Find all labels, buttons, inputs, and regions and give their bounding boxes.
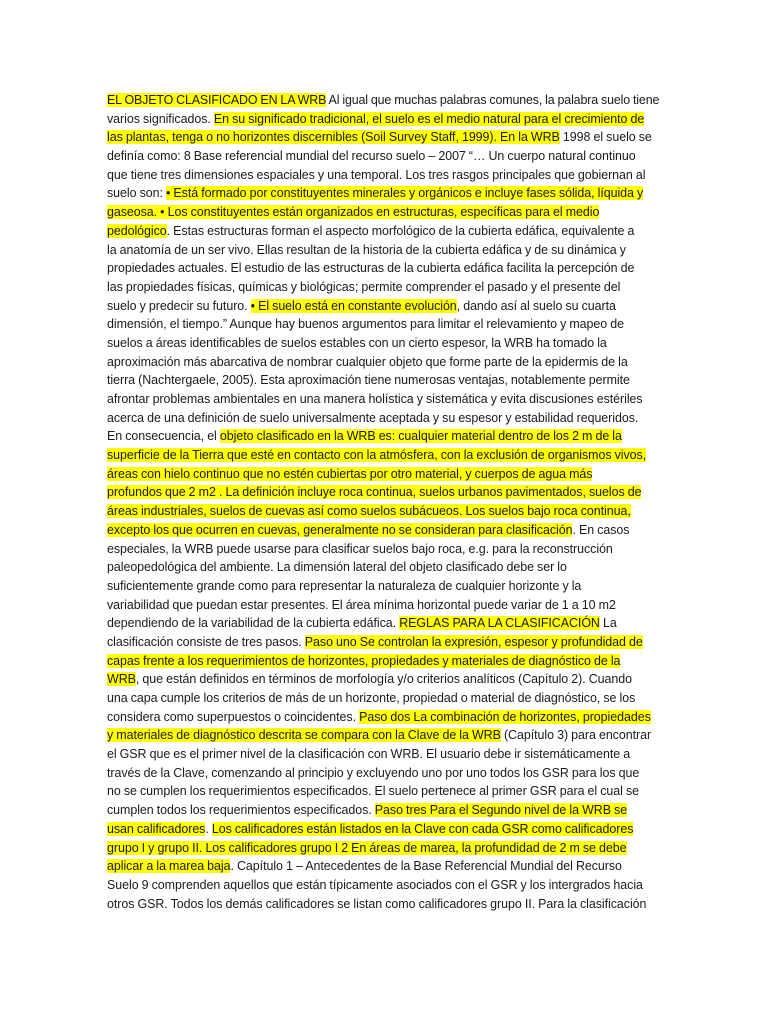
highlighted-text: Los calificadores están listados en la Clave con cada GSR como calificadores — [211, 821, 634, 836]
text-line — [107, 895, 659, 914]
highlighted-text: las plantas, tenga o no horizontes discernibles (Soil Survey Staff, 1999). En la WRB — [107, 130, 560, 145]
highlighted-text: Paso tres Para el Segundo nivel de la WRB se — [374, 803, 628, 818]
text-segment: . — [205, 821, 212, 836]
text-line — [107, 652, 659, 671]
text-segment: las propiedades físicas, químicas y biológicas; permite comprender el pasado y el presente del — [107, 279, 621, 294]
text-line — [107, 110, 659, 129]
text-line — [107, 876, 659, 895]
text-segment: , dando así al suelo su cuarta — [456, 298, 616, 313]
text-line — [107, 353, 659, 372]
highlighted-text: • El suelo está en constante evolución — [250, 298, 457, 313]
text-line — [107, 203, 659, 222]
text-line — [107, 147, 659, 166]
text-line — [107, 91, 659, 110]
text-segment: Suelo 9 comprenden aquellos que están típicamente asociados con el GSR y los intergrados hacia — [107, 877, 643, 892]
text-segment: aproximación más abarcativa de nombrar cualquier objeto que forme parte de la epidermis de la — [107, 354, 628, 369]
text-segment: acerca de una definición de suelo universalmente aceptada y su espesor y estabilidad requeridos. — [107, 410, 639, 425]
text-segment: varios significados. — [107, 111, 214, 126]
text-line — [107, 278, 659, 297]
text-line — [107, 184, 659, 203]
highlighted-text: y materiales de diagnóstico descrita se compara con la Clave de la WRB — [107, 728, 501, 743]
text-line — [107, 315, 659, 334]
text-segment: suficientemente grande como para representar la naturaleza de cualquier horizonte y la — [107, 578, 582, 593]
text-line — [107, 558, 659, 577]
text-line — [107, 689, 659, 708]
text-line — [107, 839, 659, 858]
text-line — [107, 726, 659, 745]
highlighted-text: objeto clasificado en la WRB es: cualquier material dentro de los 2 m de la — [219, 429, 622, 444]
text-segment: tierra (Nachtergaele, 2005). Esta aproximación tiene numerosas ventajas, notablemente permite — [107, 373, 630, 388]
text-line — [107, 521, 659, 540]
text-segment: otros GSR. Todos los demás calificadores se listan como calificadores grupo II. Para la clasificación — [107, 896, 647, 911]
highlighted-text: áreas con hielo continuo que no estén cubiertas por otro material, y cuerpos de agua más — [107, 466, 593, 481]
text-line — [107, 745, 659, 764]
highlighted-text: Paso uno Se controlan la expresión, espesor y profundidad de — [304, 634, 643, 649]
highlighted-text: superficie de la Tierra que esté en contacto con la atmósfera, con la exclusión de organismos vivos, — [107, 448, 647, 463]
text-line — [107, 427, 659, 446]
text-line — [107, 540, 659, 559]
text-line — [107, 633, 659, 652]
text-segment: una capa cumple los criterios de más de un horizonte, propiedad o material de diagnóstico, se los — [107, 691, 636, 705]
text-line — [107, 166, 659, 185]
text-line — [107, 764, 659, 783]
text-line — [107, 820, 659, 839]
text-line — [107, 596, 659, 615]
text-segment: suelos a áreas identificables de suelos estables con un cierto espesor, la WRB ha tomado la — [107, 335, 607, 350]
text-segment: el GSR que es el primer nivel de la clasificación con WRB. El usuario debe ir sistemáticamente a — [107, 747, 631, 762]
text-line — [107, 670, 659, 689]
text-segment: La — [599, 616, 617, 631]
text-segment: especiales, la WRB puede usarse para clasificar suelos bajo roca, e.g. para la reconstrucción — [107, 541, 613, 556]
text-line — [107, 371, 659, 390]
highlighted-text: pedológico — [107, 223, 167, 238]
highlighted-text: capas frente a los requerimientos de horizontes, propiedades y materiales de diagnóstico de la — [107, 653, 621, 668]
text-segment: dependiendo de la variabilidad de la cubierta edáfica. — [107, 616, 400, 631]
text-segment: que tiene tres dimensiones espaciales y una temporal. Los tres rasgos principales que gobiernan al — [107, 167, 646, 182]
highlighted-text: • Está formado por constituyentes minerales y orgánicos e incluye fases sólida, líquida y — [166, 186, 644, 201]
text-line — [107, 128, 659, 147]
text-line — [107, 782, 659, 801]
text-segment: , que están definidos en términos de morfología y/o criterios analíticos (Capítulo 2). Cuando — [135, 672, 633, 687]
text-segment: considera como superpuestos o coincidentes. — [107, 709, 360, 724]
text-segment: propiedades actuales. El estudio de las estructuras de la cubierta edáfica facilita la percepción de — [107, 261, 635, 276]
document-body-text — [107, 91, 659, 913]
text-line — [107, 483, 659, 502]
highlighted-text: excepto los que ocurren en cuevas, generalmente no se consideran para clasificación — [107, 522, 573, 537]
text-segment: definía como: 8 Base referencial mundial del recurso suelo – 2007 “… Un cuerpo natural continuo — [107, 149, 636, 164]
text-segment: dimensión, el tiempo.” Aunque hay buenos argumentos para limitar el relevamiento y mapeo de — [107, 317, 624, 332]
highlighted-text: grupo I y grupo II. Los calificadores grupo I 2 En áreas de marea, la profundidad de 2 m se debe — [107, 840, 627, 855]
highlighted-text: WRB — [107, 672, 136, 687]
text-line — [107, 259, 659, 278]
text-line — [107, 801, 659, 820]
text-segment: (Capítulo 3) para encontrar — [500, 728, 652, 743]
highlighted-text: REGLAS PARA LA CLASIFICACIÓN — [399, 616, 600, 631]
text-segment: paleopedológica del ambiente. La dimensión lateral del objeto clasificado debe ser lo — [107, 560, 567, 575]
text-segment: . Estas estructuras forman el aspecto morfológico de la cubierta edáfica, equivalente a — [166, 223, 635, 238]
text-line — [107, 241, 659, 260]
text-line — [107, 334, 659, 353]
highlighted-text: usan calificadores — [107, 821, 206, 836]
text-line — [107, 297, 659, 316]
text-segment: variabilidad que puedan estar presentes. El área mínima horizontal puede variar de 1 a 10 m2 — [107, 597, 616, 612]
text-line — [107, 577, 659, 596]
text-segment: afrontar problemas ambientales en una manera holística y sistemática y evita discusiones estériles — [107, 392, 643, 406]
highlighted-text: aplicar a la marea baja — [107, 859, 231, 874]
highlighted-text: gaseosa. • Los constituyentes están organizados en estructuras, específicas para el medio — [107, 205, 600, 220]
text-line — [107, 446, 659, 465]
text-segment: Al igual que muchas palabras comunes, la palabra suelo tiene — [326, 93, 660, 107]
text-segment: cumplen todos los requerimientos especificados. — [107, 803, 375, 818]
text-segment: suelo y predecir su futuro. — [107, 298, 251, 313]
highlighted-text: profundos que 2 m2 . La definición incluye roca continua, suelos urbanos pavimentados, suelos de — [107, 485, 642, 500]
text-segment: . Capítulo 1 – Antecedentes de la Base Referencial Mundial del Recurso — [230, 859, 622, 874]
text-segment: clasificación consiste de tres pasos. — [107, 634, 305, 649]
text-line — [107, 502, 659, 521]
highlighted-text: En su significado tradicional, el suelo es el medio natural para el crecimiento de — [213, 111, 645, 126]
highlighted-text: Paso dos La combinación de horizontes, propiedades — [359, 709, 651, 724]
text-line — [107, 857, 659, 876]
text-line — [107, 222, 659, 241]
text-line — [107, 614, 659, 633]
text-line — [107, 390, 659, 409]
text-line — [107, 465, 659, 484]
highlighted-text: áreas industriales, suelos de cuevas así como suelos subácueos. Los suelos bajo roca continua, — [107, 504, 631, 519]
text-line — [107, 708, 659, 727]
text-line — [107, 409, 659, 428]
text-segment: suelo son: — [107, 186, 167, 201]
text-segment: través de la Clave, comenzando al principio y excluyendo uno por uno todos los GSR para los que — [107, 765, 640, 780]
text-segment: no se cumplen los requerimientos especificados. El suelo pertenece al primer GSR para el cual se — [107, 784, 640, 799]
text-segment: la anatomía de un ser vivo. Ellas resultan de la historia de la cubierta edáfica y de su dinámica y — [107, 242, 626, 257]
text-segment: 1998 el suelo se — [559, 130, 652, 145]
text-segment: En consecuencia, el — [107, 429, 220, 444]
highlighted-text: EL OBJETO CLASIFICADO EN LA WRB — [107, 93, 327, 107]
text-segment: . En casos — [572, 522, 630, 537]
